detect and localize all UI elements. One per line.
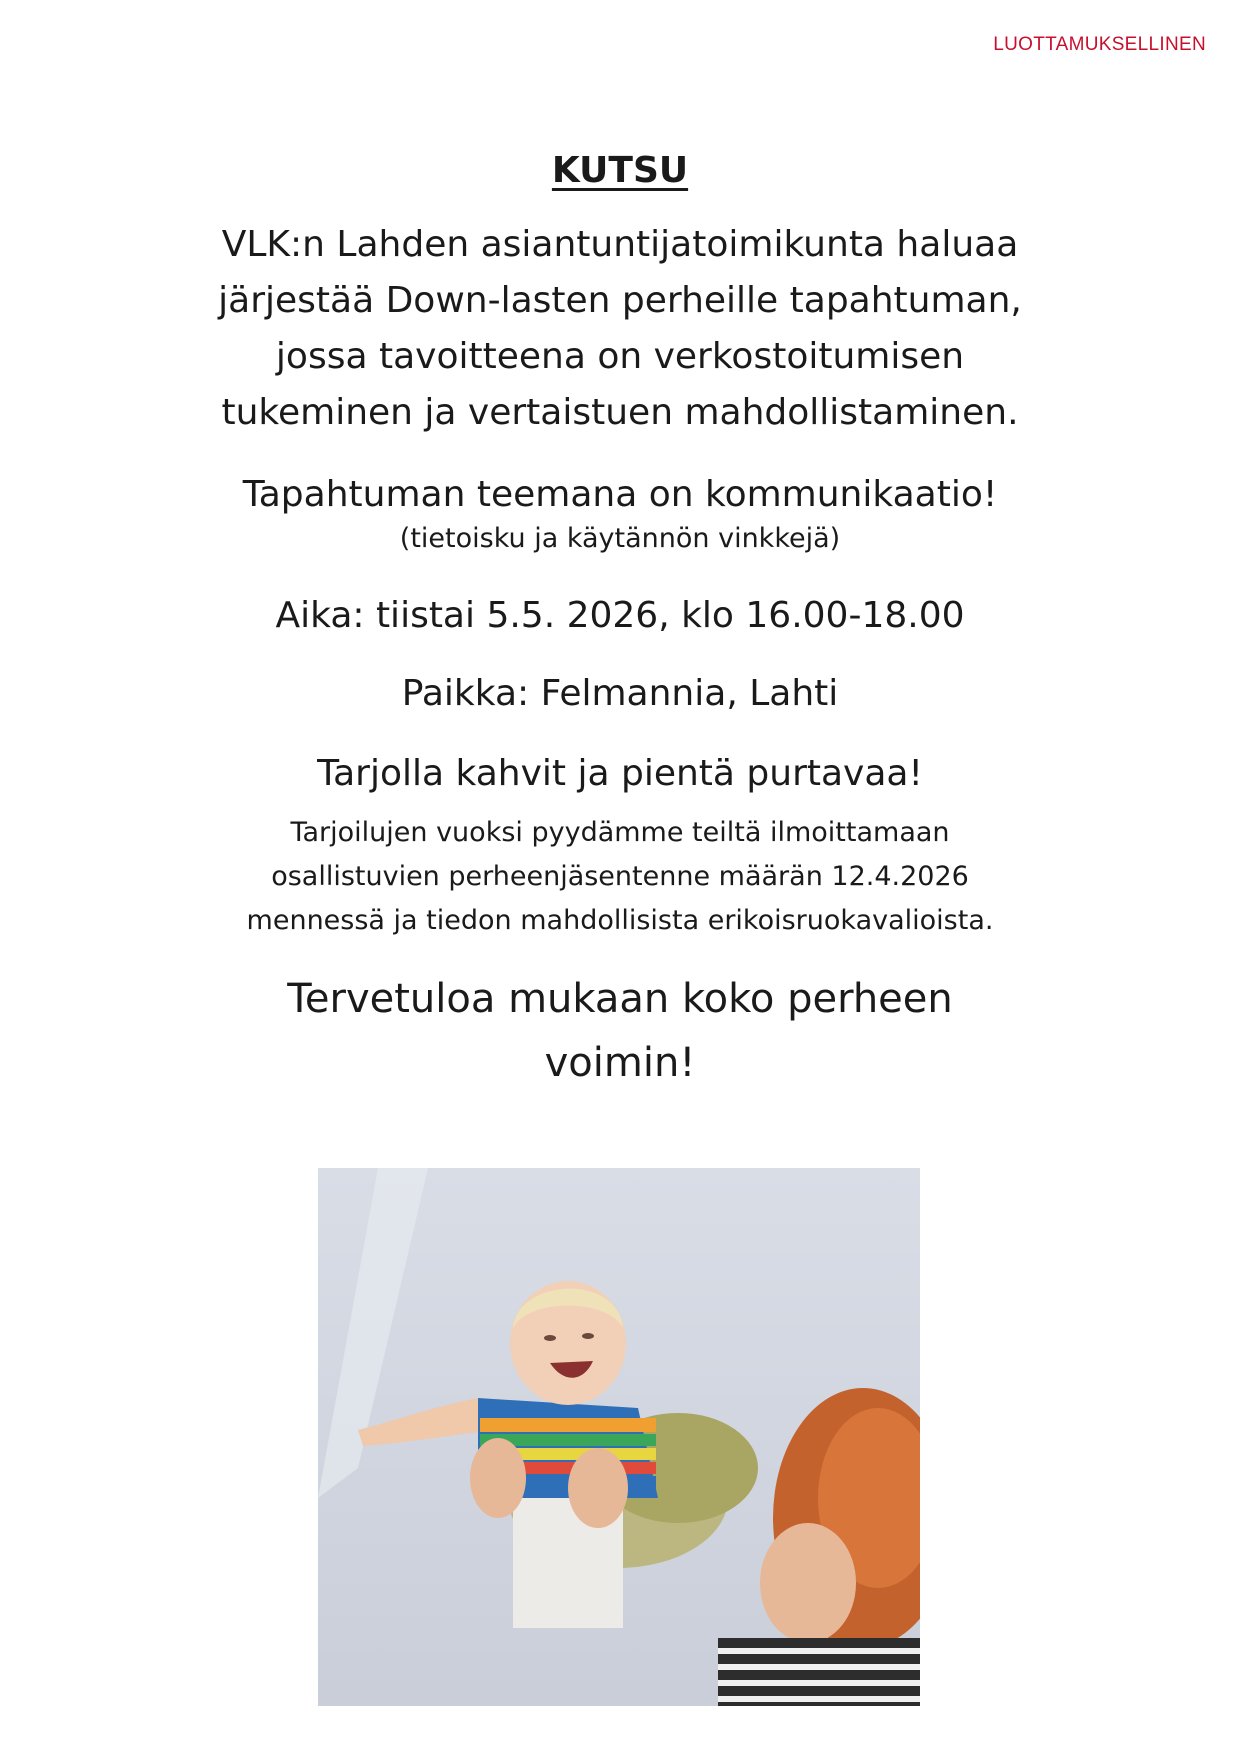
invitation-title: KUTSU xyxy=(551,150,689,191)
theme-heading: Tapahtuman teemana on kommunikaatio! xyxy=(242,474,998,515)
event-time: Aika: tiistai 5.5. 2026, klo 16.00-18.00 xyxy=(275,595,965,636)
intro-line: tukeminen ja vertaistuen mahdollistaminen. xyxy=(221,392,1019,433)
confidential-label: LUOTTAMUKSELLINEN xyxy=(993,34,1206,55)
intro-paragraph xyxy=(0,217,1240,441)
rsvp-line: osallistuvien perheenjäsentenne määrän 12.4.2026 xyxy=(271,861,969,892)
refreshments-note: Tarjolla kahvit ja pientä purtavaa! xyxy=(317,753,923,794)
theme-subtext: (tietoisku ja käytännön vinkkejä) xyxy=(399,523,841,554)
rsvp-line: mennessä ja tiedon mahdollisista erikoisruokavalioista. xyxy=(246,905,994,936)
rsvp-line: Tarjoilujen vuoksi pyydämme teiltä ilmoittamaan xyxy=(290,817,950,848)
rsvp-paragraph xyxy=(0,811,1240,943)
intro-line: järjestää Down-lasten perheille tapahtuman, xyxy=(218,280,1022,321)
event-place: Paikka: Felmannia, Lahti xyxy=(401,673,839,714)
welcome-line: voimin! xyxy=(544,1040,696,1086)
invitation-content xyxy=(0,150,1240,1095)
family-photo xyxy=(318,1168,920,1706)
welcome-message xyxy=(0,967,1240,1095)
intro-line: jossa tavoitteena on verkostoitumisen xyxy=(275,336,965,377)
welcome-line: Tervetuloa mukaan koko perheen xyxy=(287,976,953,1022)
intro-line: VLK:n Lahden asiantuntijatoimikunta haluaa xyxy=(221,224,1019,265)
